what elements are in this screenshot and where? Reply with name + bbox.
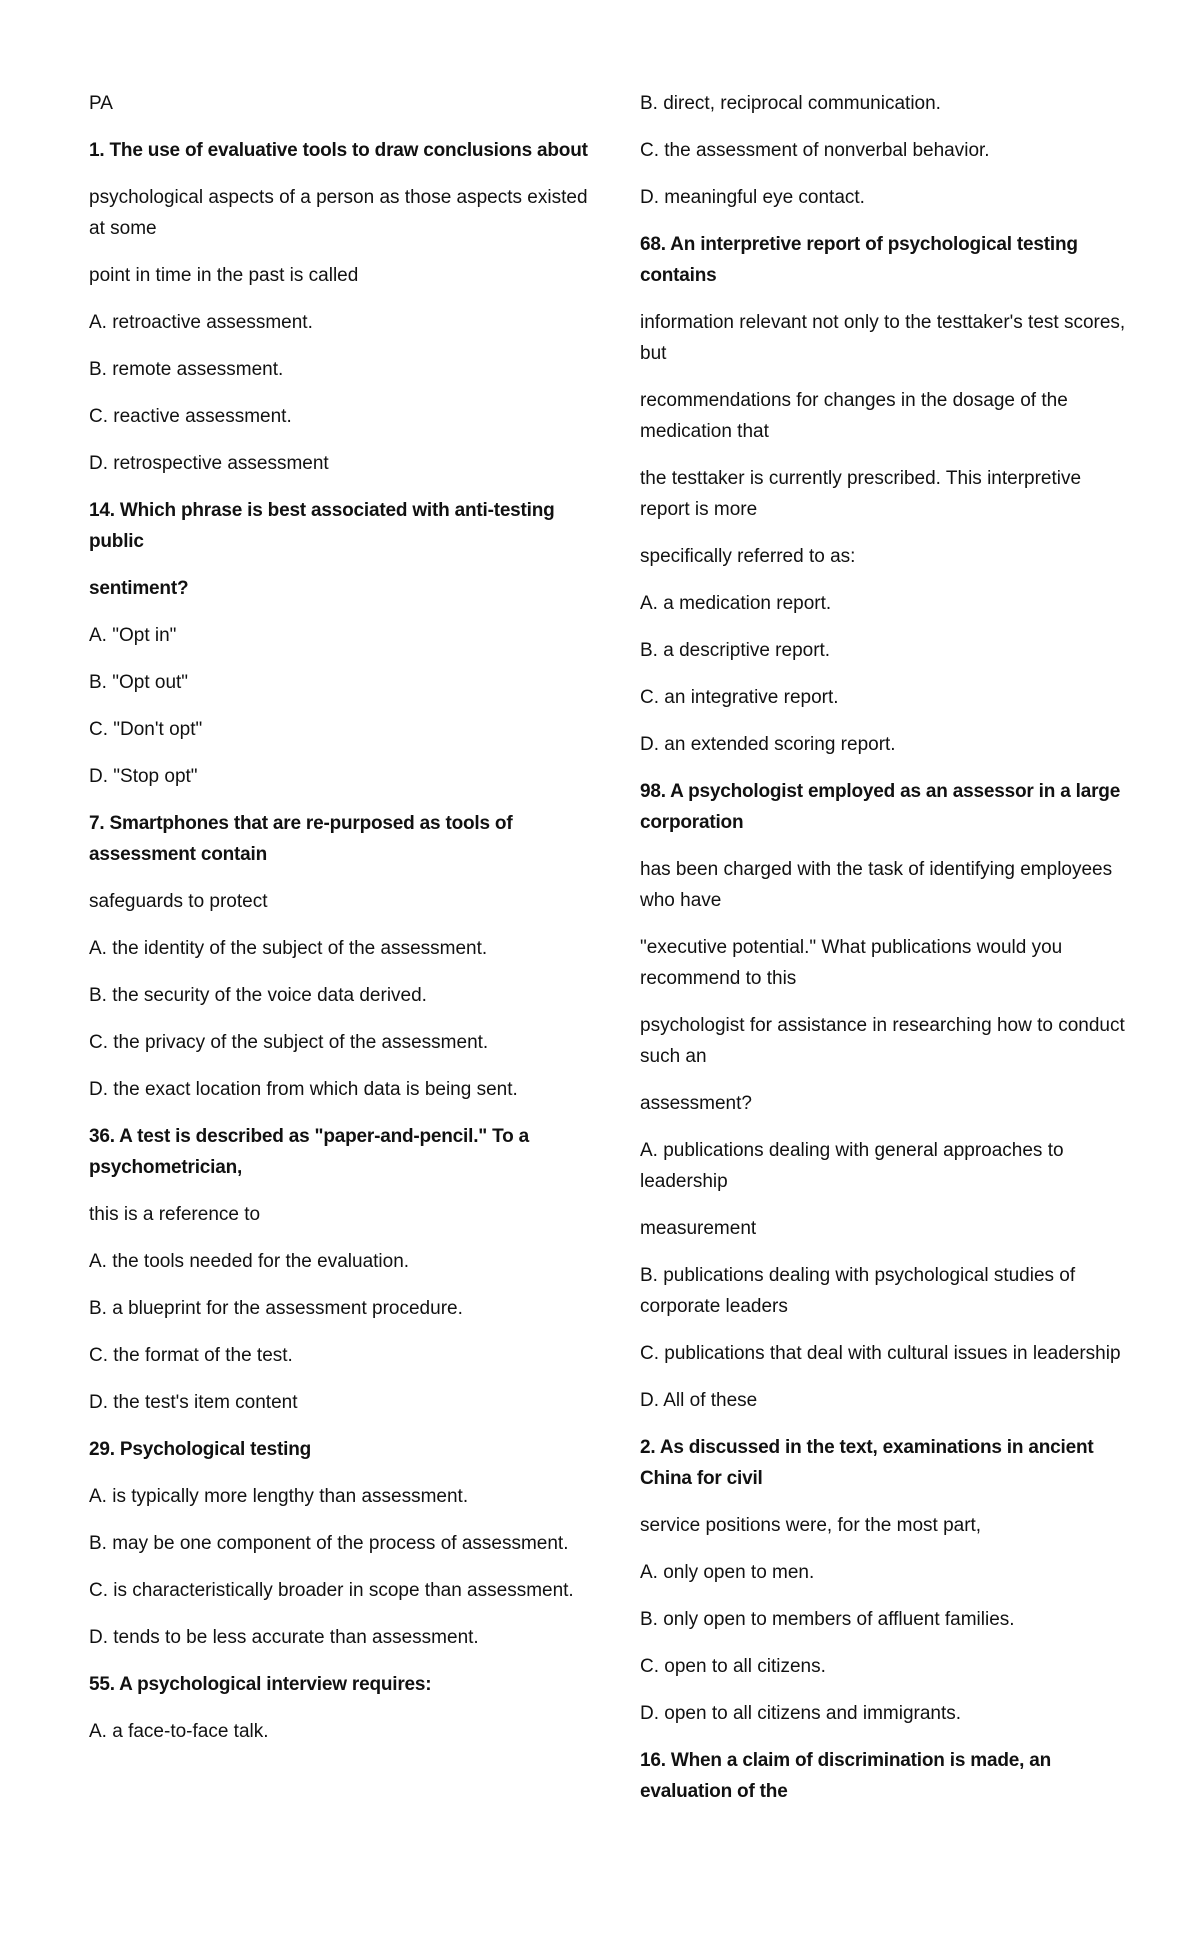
- left-line-28: B. may be one component of the process of assessment.: [89, 1533, 569, 1554]
- left-line-21: this is a reference to: [89, 1204, 261, 1225]
- right-line-13: has been charged with the task of identifying employees who have: [640, 859, 1113, 911]
- right-line-14: "executive potential." What publications would you recommend to this: [640, 937, 1063, 989]
- left-line-26-question: 29. Psychological testing: [89, 1439, 312, 1460]
- left-line-7: D. retrospective assessment: [89, 453, 329, 474]
- left-line-1-question: 1. The use of evaluative tools to draw conclusions about: [89, 140, 588, 161]
- right-line-21: D. All of these: [640, 1390, 758, 1411]
- right-line-19: B. publications dealing with psychological studies of corporate leaders: [640, 1265, 1076, 1317]
- left-line-8-question: 14. Which phrase is best associated with anti-testing public: [89, 500, 555, 552]
- left-line-14-question: 7. Smartphones that are re-purposed as tools of assessment contain: [89, 813, 513, 865]
- right-line-1: C. the assessment of nonverbal behavior.: [640, 140, 990, 161]
- right-line-28-question: 16. When a claim of discrimination is made, an evaluation of the: [640, 1750, 1052, 1802]
- right-line-9: B. a descriptive report.: [640, 640, 831, 661]
- left-line-27: A. is typically more lengthy than assessment.: [89, 1486, 469, 1507]
- left-line-10: A. "Opt in": [89, 625, 177, 646]
- left-line-30: D. tends to be less accurate than assessment.: [89, 1627, 479, 1648]
- right-line-20: C. publications that deal with cultural issues in leadership: [640, 1343, 1121, 1364]
- left-line-12: C. "Don't opt": [89, 719, 203, 740]
- left-line-22: A. the tools needed for the evaluation.: [89, 1251, 410, 1272]
- left-line-15: safeguards to protect: [89, 891, 268, 912]
- right-line-22-question: 2. As discussed in the text, examinations in ancient China for civil: [640, 1437, 1094, 1489]
- right-line-16: assessment?: [640, 1093, 752, 1114]
- left-line-17: B. the security of the voice data derived.: [89, 985, 427, 1006]
- right-line-0: B. direct, reciprocal communication.: [640, 93, 941, 114]
- left-line-31-question: 55. A psychological interview requires:: [89, 1674, 432, 1695]
- right-line-23: service positions were, for the most part,: [640, 1515, 982, 1536]
- right-line-12-question: 98. A psychologist employed as an assessor in a large corporation: [640, 781, 1121, 833]
- left-line-6: C. reactive assessment.: [89, 406, 292, 427]
- left-line-5: B. remote assessment.: [89, 359, 284, 380]
- right-line-8: A. a medication report.: [640, 593, 832, 614]
- right-line-25: B. only open to members of affluent families.: [640, 1609, 1015, 1630]
- left-line-2: psychological aspects of a person as those aspects existed at some: [89, 187, 588, 239]
- left-line-24: C. the format of the test.: [89, 1345, 293, 1366]
- right-line-2: D. meaningful eye contact.: [640, 187, 865, 208]
- left-line-0: PA: [89, 93, 113, 114]
- left-line-9-question: sentiment?: [89, 578, 189, 599]
- left-line-25: D. the test's item content: [89, 1392, 298, 1413]
- right-line-6: the testtaker is currently prescribed. This interpretive report is more: [640, 468, 1082, 520]
- right-line-10: C. an integrative report.: [640, 687, 839, 708]
- right-line-26: C. open to all citizens.: [640, 1656, 826, 1677]
- left-line-16: A. the identity of the subject of the assessment.: [89, 938, 488, 959]
- right-line-18: measurement: [640, 1218, 757, 1239]
- right-line-5: recommendations for changes in the dosage of the medication that: [640, 390, 1068, 442]
- right-line-27: D. open to all citizens and immigrants.: [640, 1703, 962, 1724]
- right-line-4: information relevant not only to the testtaker's test scores, but: [640, 312, 1126, 364]
- right-line-3-question: 68. An interpretive report of psychological testing contains: [640, 234, 1078, 286]
- left-line-18: C. the privacy of the subject of the assessment.: [89, 1032, 489, 1053]
- right-column: [640, 88, 1135, 1823]
- left-line-3: point in time in the past is called: [89, 265, 359, 286]
- left-line-32: A. a face-to-face talk.: [89, 1721, 269, 1742]
- right-line-24: A. only open to men.: [640, 1562, 815, 1583]
- left-line-4: A. retroactive assessment.: [89, 312, 313, 333]
- left-line-20-question: 36. A test is described as "paper-and-pencil." To a psychometrician,: [89, 1126, 530, 1178]
- right-line-17: A. publications dealing with general approaches to leadership: [640, 1140, 1064, 1192]
- left-line-29: C. is characteristically broader in scope than assessment.: [89, 1580, 574, 1601]
- right-line-15: psychologist for assistance in researching how to conduct such an: [640, 1015, 1125, 1067]
- right-line-7: specifically referred to as:: [640, 546, 856, 567]
- left-column: [89, 88, 589, 1763]
- left-line-23: B. a blueprint for the assessment procedure.: [89, 1298, 463, 1319]
- left-line-19: D. the exact location from which data is being sent.: [89, 1079, 518, 1100]
- right-line-11: D. an extended scoring report.: [640, 734, 896, 755]
- left-line-13: D. "Stop opt": [89, 766, 198, 787]
- left-line-11: B. "Opt out": [89, 672, 189, 693]
